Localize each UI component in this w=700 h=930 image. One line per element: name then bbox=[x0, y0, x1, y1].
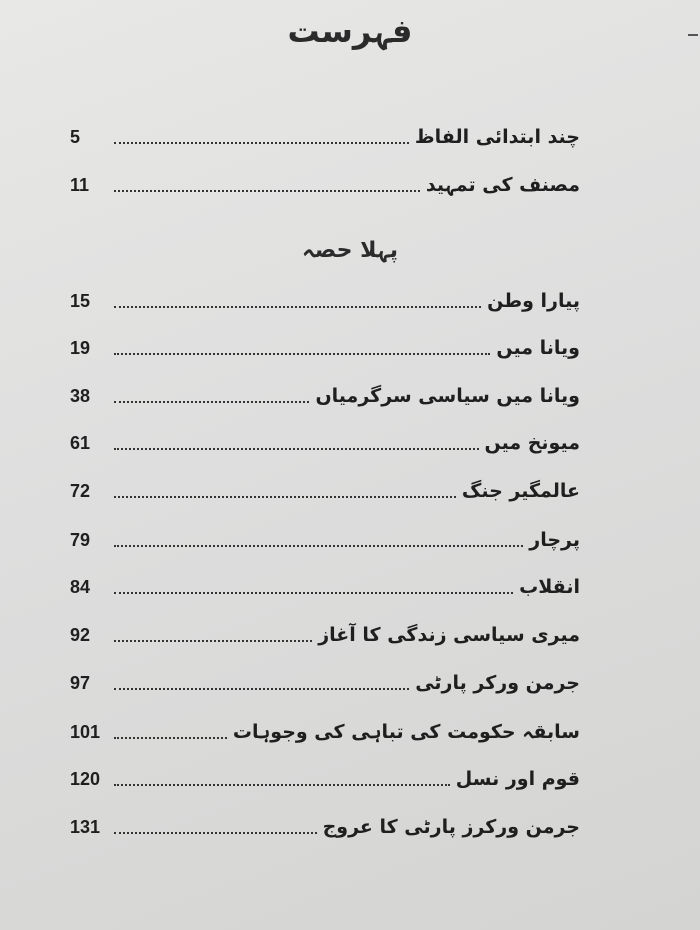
toc-entry[interactable] bbox=[70, 806, 580, 840]
toc-page-number: 84 bbox=[70, 577, 91, 597]
toc-page-number: 72 bbox=[70, 481, 91, 501]
toc-entry[interactable] bbox=[70, 164, 580, 198]
toc-entry-title: پرچار bbox=[529, 529, 580, 551]
dot-leader bbox=[114, 784, 450, 786]
toc-entry[interactable] bbox=[70, 758, 580, 792]
dot-leader bbox=[114, 353, 490, 355]
toc-page-number: 120 bbox=[70, 769, 101, 789]
page-title: فہرست bbox=[287, 12, 413, 50]
dot-leader bbox=[114, 496, 456, 498]
toc-page-number: 97 bbox=[70, 673, 91, 693]
toc-entry[interactable] bbox=[70, 519, 580, 553]
toc-page-number: 101 bbox=[70, 722, 101, 742]
dot-leader bbox=[114, 401, 309, 403]
toc-entry-title: میری سیاسی زندگی کا آغاز bbox=[318, 624, 580, 646]
toc-page-number: 19 bbox=[70, 338, 91, 358]
toc-entry[interactable] bbox=[70, 470, 580, 504]
dot-leader bbox=[114, 592, 513, 594]
toc-entry[interactable] bbox=[70, 422, 580, 456]
dot-leader bbox=[114, 688, 409, 690]
toc-entry-title: ویانا میں سیاسی سرگرمیاں bbox=[315, 385, 580, 407]
toc-entry[interactable] bbox=[70, 711, 580, 745]
toc-entry-title: عالمگیر جنگ bbox=[461, 480, 580, 502]
toc-entry-title: پیارا وطن bbox=[487, 290, 580, 312]
dot-leader bbox=[114, 545, 523, 547]
toc-entry-title: مصنف کی تمہید bbox=[425, 174, 580, 196]
toc-entry[interactable] bbox=[70, 280, 580, 314]
toc-entry-title: انقلاب bbox=[519, 576, 580, 598]
toc-entry[interactable] bbox=[70, 566, 580, 600]
toc-entry-title: ویانا میں bbox=[496, 337, 580, 359]
dot-leader bbox=[114, 737, 227, 739]
toc-page-number: 5 bbox=[70, 127, 81, 147]
toc-entry[interactable] bbox=[70, 662, 580, 696]
toc-entry[interactable] bbox=[70, 116, 580, 150]
toc-entry-title: جرمن ورکرز پارٹی کا عروج bbox=[322, 816, 580, 838]
toc-page-number: 38 bbox=[70, 386, 91, 406]
toc-entry-title: جرمن ورکر پارٹی bbox=[415, 672, 580, 694]
toc-entry-title: قوم اور نسل bbox=[455, 768, 580, 790]
toc-entry-title: میونخ میں bbox=[484, 432, 580, 454]
section-heading: پہلا حصہ bbox=[302, 238, 398, 263]
toc-page-number: 79 bbox=[70, 530, 91, 550]
toc-page-number: 15 bbox=[70, 291, 91, 311]
dot-leader bbox=[114, 142, 409, 144]
toc-entry[interactable] bbox=[70, 327, 580, 361]
dot-leader bbox=[114, 832, 317, 834]
toc-page-number: 11 bbox=[70, 175, 90, 195]
toc-page-number: 131 bbox=[70, 817, 101, 837]
toc-entry[interactable] bbox=[70, 614, 580, 648]
toc-page-number: 92 bbox=[70, 625, 91, 645]
dot-leader bbox=[114, 640, 312, 642]
toc-page-number: 61 bbox=[70, 433, 91, 453]
dot-leader bbox=[114, 448, 479, 450]
dot-leader bbox=[114, 190, 420, 192]
toc-entry-title: سابقہ حکومت کی تباہی کی وجوہات bbox=[232, 721, 580, 743]
toc-entry-title: چند ابتدائی الفاظ bbox=[414, 126, 580, 148]
toc-entry[interactable] bbox=[70, 375, 580, 409]
dot-leader bbox=[114, 306, 481, 308]
